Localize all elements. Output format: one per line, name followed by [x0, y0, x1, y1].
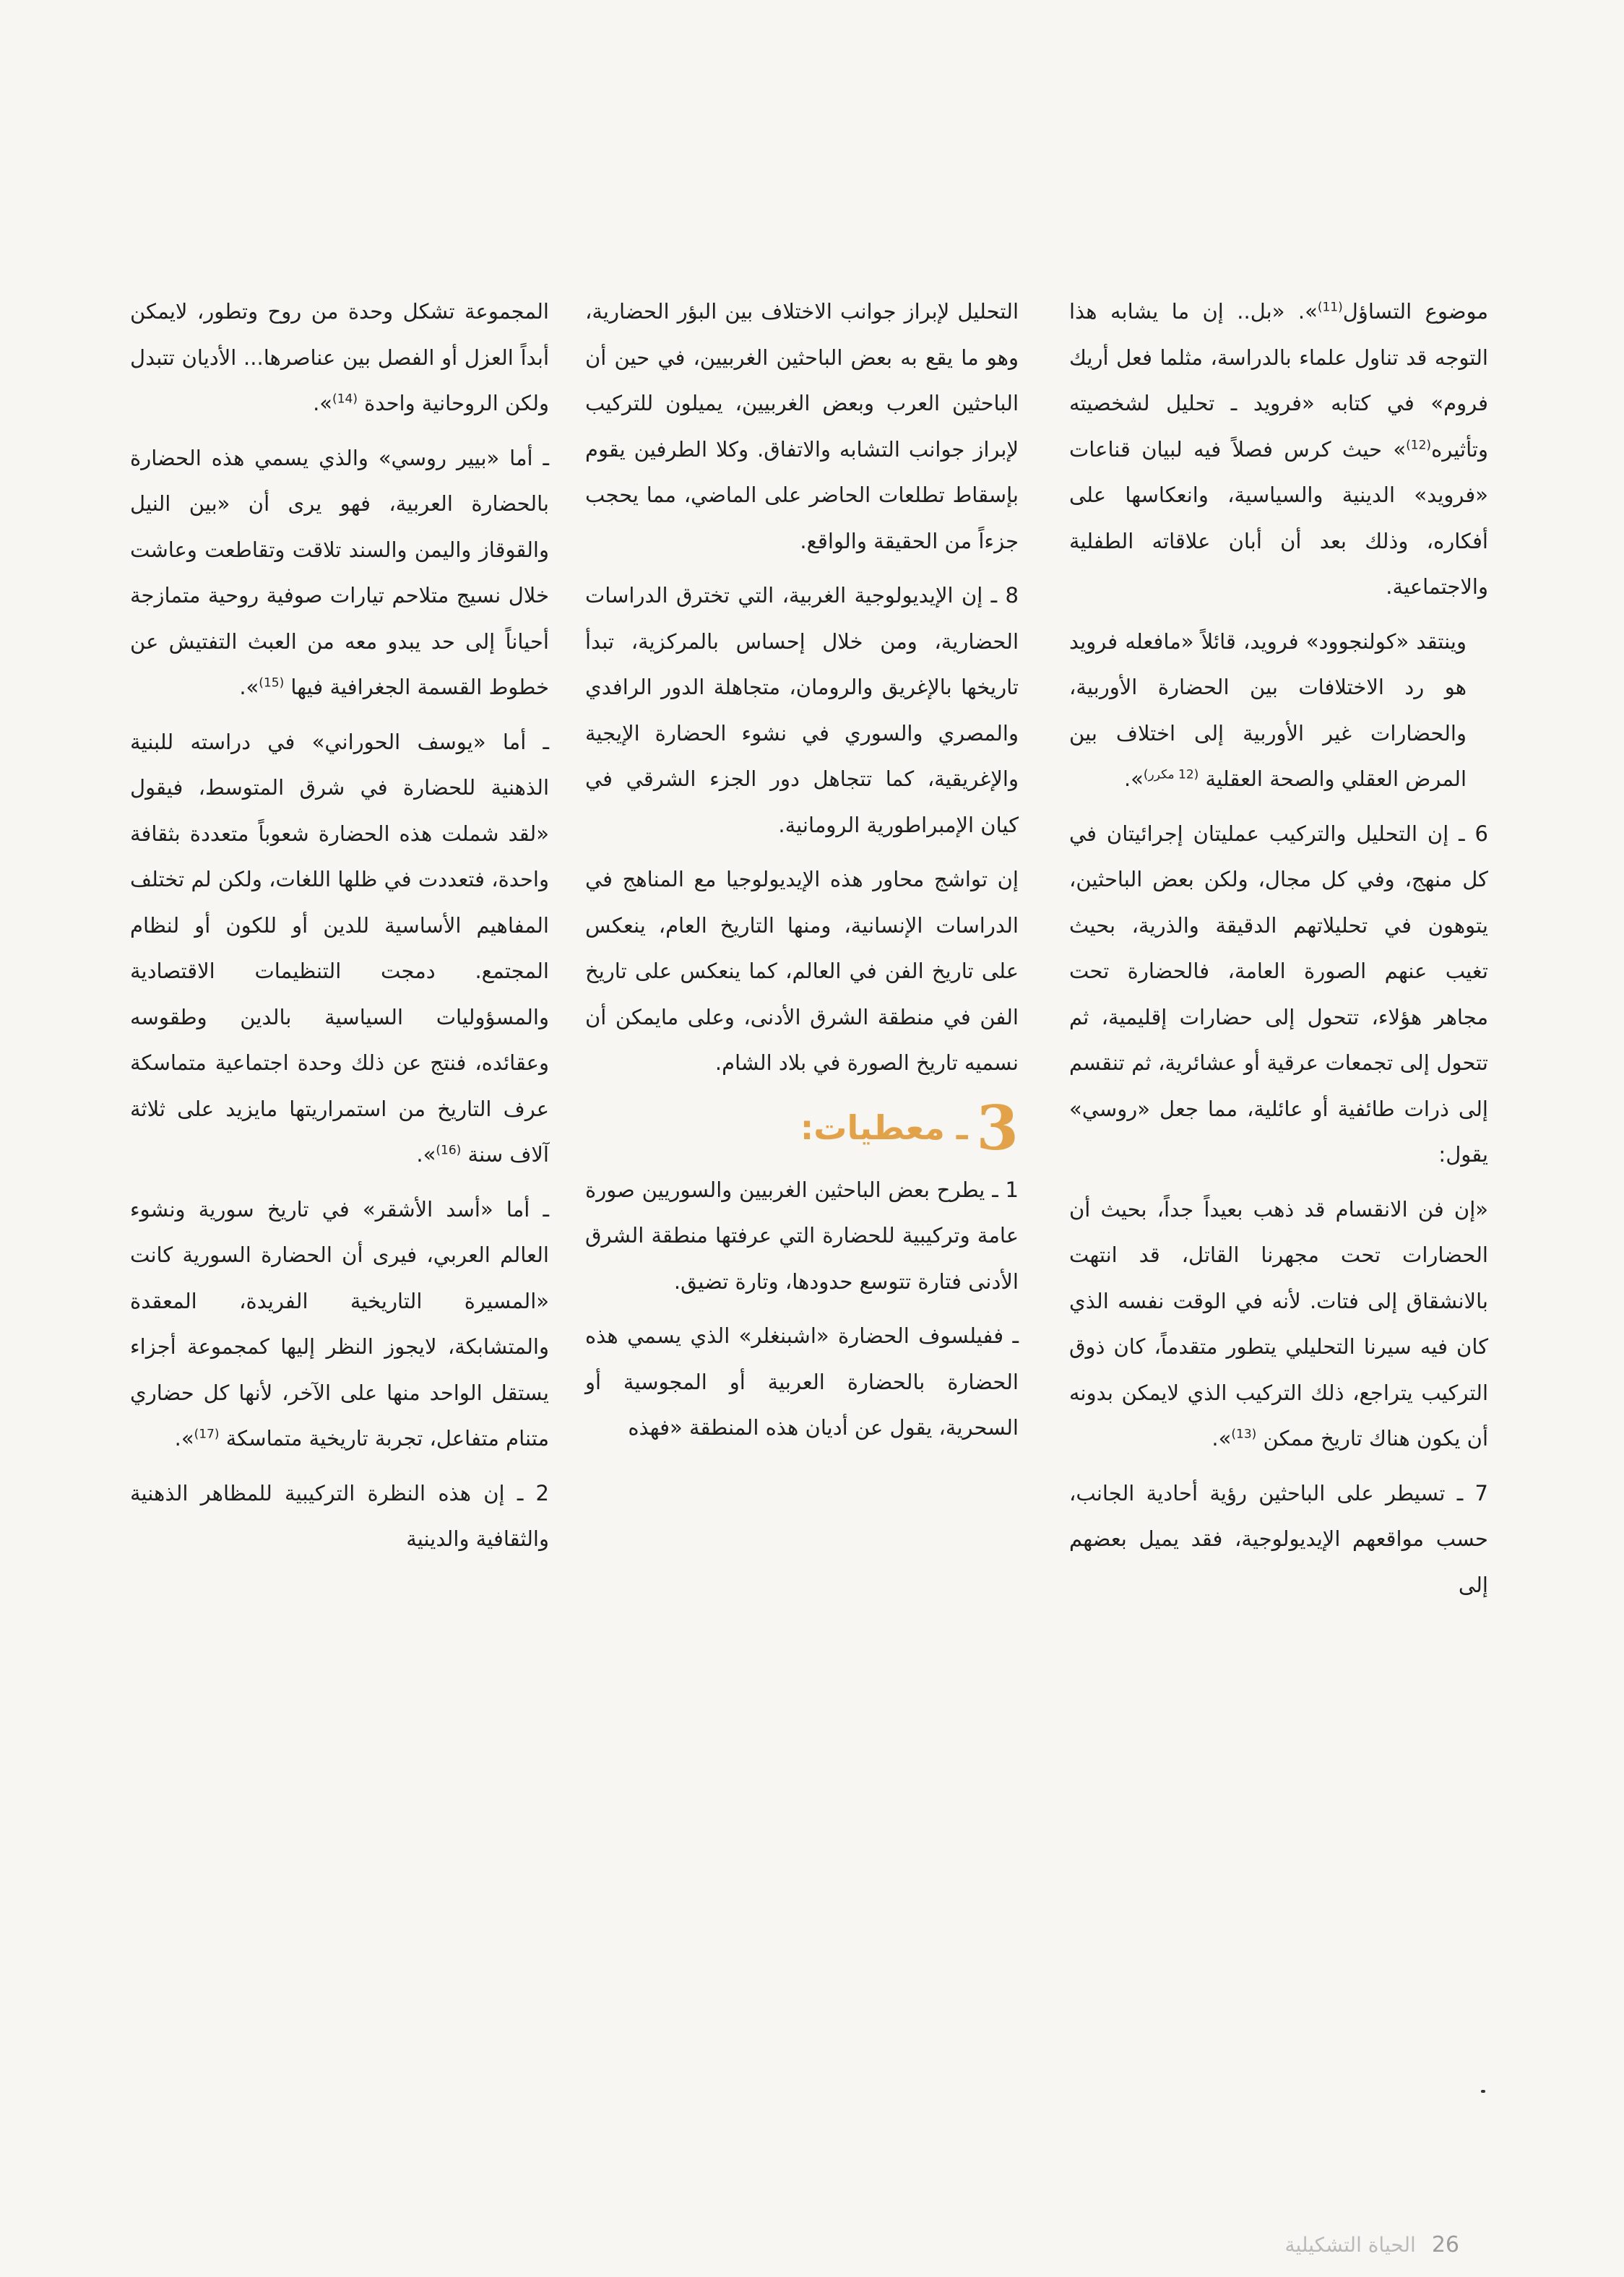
paragraph: 6 ـ إن التحليل والتركيب عمليتان إجرائيتان في كل منهج، وفي كل مجال، ولكن بعض الباحثين، يتوهون في تحليلاتهم الدقيقة والذرية، بحيث تغيب عنهم الصورة العامة، فالحضارة تحت مجاهر هؤلاء، تتحول إلى حضارات إقليمية، ثم تتحول إلى تجمعات عرقية أو عشائرية، ثم تنقسم إلى ذرات طائفية أو عائلية، مما جعل «روسي» يقول: [1069, 821, 1488, 1167]
paragraph: 8 ـ إن الإيديولوجية الغربية، التي تخترق الدراسات الحضارية، ومن خلال إحساس بالمركزية، تبدأ تاريخها بالإغريق والرومان، متجاهلة الدور الرافدي والمصري والسوري في نشوء الحضارة الإيجية والإغريقية، كما تتجاهل دور الجزء الشرقي في كيان الإمبراطورية الرومانية. [585, 583, 1019, 837]
paragraph: 1 ـ يطرح بعض الباحثين الغربيين والسوريين صورة عامة وتركيبية للحضارة التي عرفتها منطقة الشرق الأدنى فتارة تتوسع حدودها، وتارة تضيق. [585, 1177, 1019, 1294]
section-heading [585, 1092, 1019, 1164]
paragraph: ـ أما «بيير روسي» والذي يسمي هذه الحضارة بالحضارة العربية، فهو يرى أن «بين النيل والقوقاز واليمن والسند تلاقت وتقاطعت وعاشت خلال نسيج متلاحم تيارات صوفية روحية متمازجة أحياناً إلى حد يبدو معه من العبث التفتيش عن خطوط القسمة الجغرافية فيها $^{(15)}$». [130, 445, 549, 699]
paragraph: المجموعة تشكل وحدة من روح وتطور، لايمكن أبداً العزل أو الفصل بين عناصرها... الأديان تتبدل ولكن الروحانية واحدة $^{(14)}$». [130, 299, 549, 415]
text-column-right [1069, 289, 1488, 1608]
text-column-middle [585, 289, 1019, 1451]
paragraph: 2 ـ إن هذه النظرة التركيبية للمظاهر الذهنية والثقافية والدينية [130, 1480, 549, 1551]
paragraph: التحليل لإبراز جوانب الاختلاف بين البؤر الحضارية، وهو ما يقع به بعض الباحثين الغربيين، في حين أن الباحثين العرب وبعض الغربيين، يميلون للتركيب لإبراز جوانب التشابه والاتفاق. وكلا الطرفين يقوم بإسقاط تطلعات الحاضر على الماضي، مما يحجب جزءاً من الحقيقة والواقع. [585, 299, 1019, 553]
paragraph: إن تواشج محاور هذه الإيديولوجيا مع المناهج في الدراسات الإنسانية، ومنها التاريخ العام، ينعكس على تاريخ الفن في العالم، كما ينعكس على تاريخ الفن في منطقة الشرق الأدنى، وعلى مايمكن أن نسميه تاريخ الصورة في بلاد الشام. [585, 867, 1019, 1075]
paragraph: ـ أما «أسد الأشقر» في تاريخ سورية ونشوء العالم العربي، فيرى أن الحضارة السورية كانت «المسيرة التاريخية الفريدة، المعقدة والمتشابكة، لايجوز النظر إليها كمجموعة أجزاء يستقل الواحد منها على الآخر، لأنها كل حضاري متنام متفاعل، تجربة تاريخية متماسكة $^{(17)}$». [130, 1196, 549, 1451]
paragraph: وينتقد «كولنجوود» فرويد، قائلاً «مافعله فرويد هو رد الاختلافات بين الحضارة الأوربية، والحضارات غير الأوربية إلى اختلاف بين المرض العقلي والصحة العقلية $^{(12 مكرر)}$». [1069, 628, 1467, 791]
section-number: 3 [976, 1092, 1019, 1164]
page-number: 26 [1431, 2232, 1459, 2257]
text-column-left [130, 289, 549, 1563]
quote-paragraph: «إن فن الانقسام قد ذهب بعيداً جداً، بحيث أن الحضارات تحت مجهرنا القاتل، قد انتهت بالانشقاق إلى فتات. لأنه في الوقت نفسه الذي كان فيه سيرنا التحليلي يتطور متقدماً، كان ذوق التركيب يتراجع، ذلك التركيب الذي لايمكن بدونه أن يكون هناك تاريخ ممكن $^{(13)}$». [1069, 1196, 1488, 1451]
paragraph: موضوع التساؤل$^{(11)}$». «بل.. إن ما يشابه هذا التوجه قد تناول علماء بالدراسة، مثلما فعل أريك فروم» في كتابه «فرويد ـ تحليل لشخصيته وتأثيره$^{(12)}$» حيث كرس فصلاً فيه لبيان قناعات «فرويد» الدينية والسياسية، وانعكاسها على أفكاره، وذلك بعد أن أبان علاقاته الطفلية والاجتماعية. [1069, 299, 1488, 599]
page-footer [1228, 2232, 1459, 2257]
magazine-name: الحياة التشكيلية [1284, 2233, 1416, 2257]
paragraph: 7 ـ تسيطر على الباحثين رؤية أحادية الجانب، حسب مواقعهم الإيديولوجية، فقد يميل بعضهم إلى [1069, 1480, 1488, 1597]
section-label: ـ معطيات: [800, 1107, 968, 1147]
paragraph: ـ ففيلسوف الحضارة «اشبنغلر» الذي يسمي هذه الحضارة بالحضارة العربية أو المجوسية أو السحرية، يقول عن أديان هذه المنطقة «فهذه [585, 1323, 1019, 1440]
paragraph: ـ أما «يوسف الحوراني» في دراسته للبنية الذهنية للحضارة في شرق المتوسط، فيقول «لقد شملت هذه الحضارة شعوباً متعددة بثقافة واحدة، فتعددت في ظلها اللغات، ولكن لم تختلف المفاهيم الأساسية للدين أو للكون أو لنظام المجتمع. دمجت التنظيمات الاقتصادية والمسؤوليات السياسية بالدين وطقوسه وعقائده، فنتج عن ذلك وحدة اجتماعية متماسكة عرف التاريخ من استمراريتها مايزيد على ثلاثة آلاف سنة $^{(16)}$». [130, 729, 549, 1167]
ink-dot [1481, 2090, 1485, 2093]
